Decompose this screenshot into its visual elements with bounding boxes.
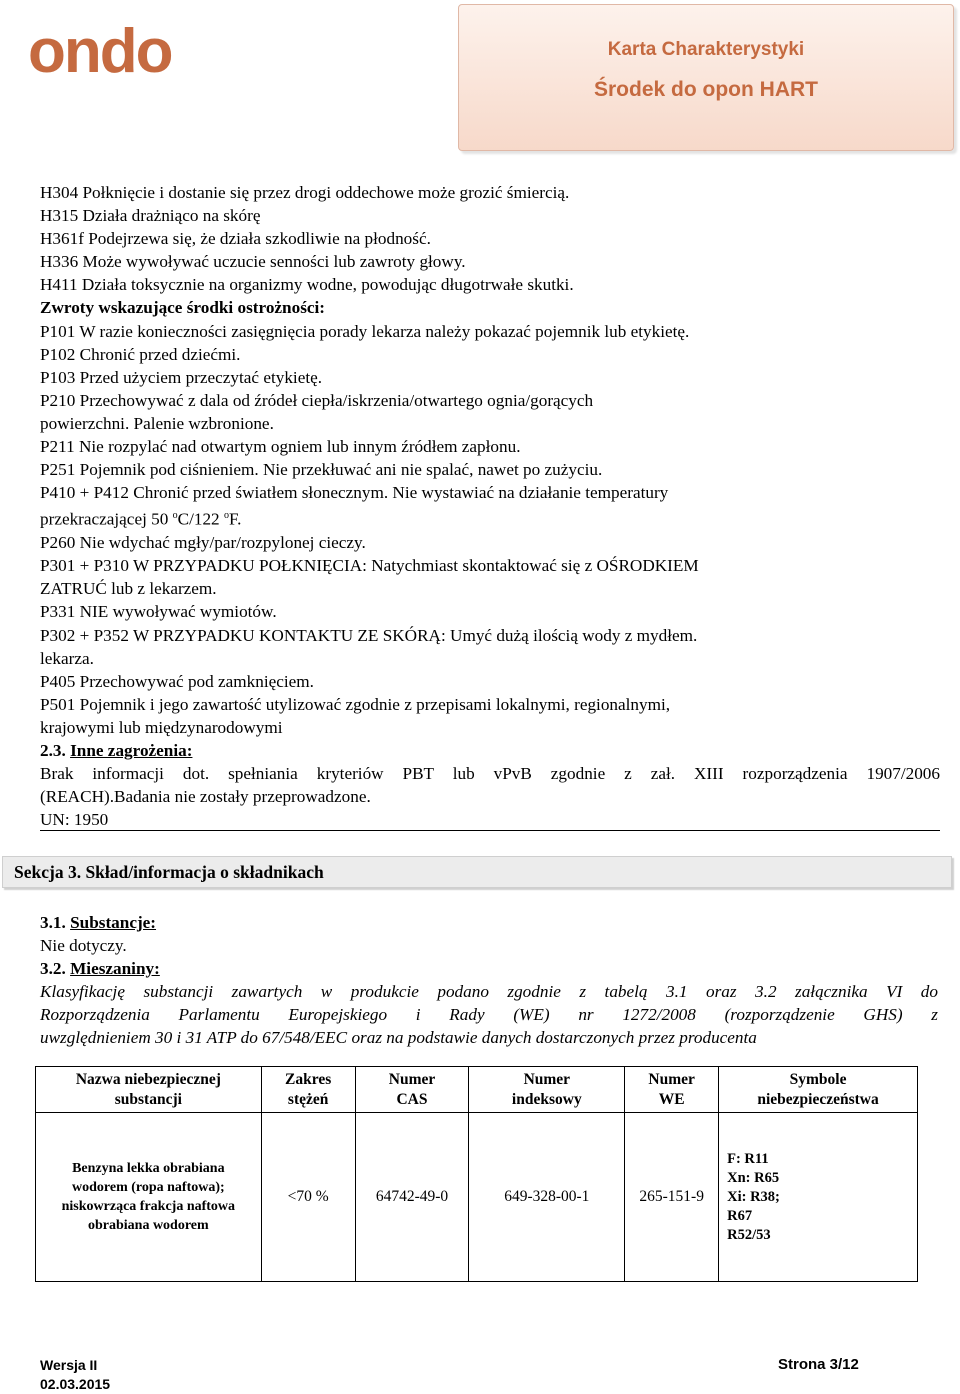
column-header: Numer indeksowy [469,1067,625,1113]
section-3-content [40,911,938,1049]
column-header: Numer WE [625,1067,719,1113]
mixtures-text: uwzględnieniem 30 i 31 ATP do 67/548/EEC oraz na podstawie danych dostarczonych przez producenta [40,1028,757,1047]
subsection-3-2-heading: 3.2. Mieszaniny: [40,959,160,978]
precaution-statement: P102 Chronić przed dziećmi. [40,344,241,364]
precaution-statement: P251 Pojemnik pod ciśnieniem. Nie przekłuwać ani nie spalać, nawet po zużyciu. [40,460,603,480]
precaution-statement: P331 NIE wywoływać wymiotów. [40,602,277,622]
ondo-logo [28,14,208,89]
temperature-line: przekraczającej 50 $^o$C/122 $^o$F. [40,510,242,530]
section-3-header [2,856,952,888]
precaution-statement: P301 + P310 W PRZYPADKU POŁKNIĘCIA: Natychmiast skontaktować się z OŚRODKIEM [40,556,699,576]
mixtures-text: Rozporządzenia Parlamentu Europejskiego i Rady (WE) nr 1272/2008 (rozporządzenie GHS) z [40,1005,938,1024]
cas-number-cell: 64742-49-0 [355,1113,469,1282]
index-number-cell: 649-328-00-1 [469,1113,625,1282]
precaution-statement: P501 Pojemnik i jego zawartość utylizować zgodnie z przepisami lokalnymi, regionalnymi, [40,694,671,714]
table-header-row [36,1067,918,1113]
mixtures-text: Klasyfikację substancji zawartych w produkcie podano zgodnie z tabelą 3.1 oraz 3.2 załącznika VI do [40,982,938,1001]
page-number: Strona 3/12 [778,1356,859,1373]
hazard-statement: H336 Może wywoływać uczucie senności lub zawroty głowy. [40,252,466,272]
hazard-symbols-cell: F: R11 Xn: R65 Xi: R38; R67 R52/53 [719,1113,918,1282]
precaution-statement: P210 Przechowywać z dala od źródeł ciepła/iskrzenia/otwartego ognia/gorących [40,390,594,410]
footer-version [40,1356,110,1394]
column-header: Numer CAS [355,1067,469,1113]
precaution-statement: P211 Nie rozpylać nad otwartym ogniem lub innym źródłem zapłonu. [40,437,521,457]
precaution-statement: ZATRUĆ lub z lekarzem. [40,579,217,599]
table-row [36,1113,918,1282]
precaution-statement: P260 Nie wdychać mgły/par/rozpylonej cieczy. [40,533,366,553]
precaution-statement: P405 Przechowywać pod zamknięciem. [40,671,314,691]
section-3-title: Sekcja 3. Skład/informacja o składnikach [14,862,324,882]
precaution-statement: P410 + P412 Chronić przed światłem słonecznym. Nie wystawiać na działanie temperatury [40,483,669,503]
version-date: 02.03.2015 [40,1376,111,1392]
subsection-3-1-heading: 3.1. Substancje: [40,913,157,932]
precaution-statement: P101 W razie konieczności zasięgnięcia porady lekarza należy pokazać pojemnik lub etykietę. [40,321,690,341]
subsection-2-3-heading: 2.3. Inne zagrożenia: [40,740,193,760]
hazard-statement: H304 Połknięcie i dostanie się przez drogi oddechowe może grozić śmiercią. [40,183,570,202]
document-type: Karta Charakterystyki [607,39,805,60]
precaution-heading: Zwroty wskazujące środki ostrożności: [40,298,326,318]
column-header: Zakres stężeń [261,1067,355,1113]
concentration-cell: <70 % [261,1113,355,1282]
un-number: UN: 1950 [40,810,109,830]
section-2-content [40,181,940,831]
version-label: Wersja II [40,1357,98,1373]
hazard-statement: H315 Działa drażniąco na skórę [40,206,261,226]
document-header [458,4,954,151]
section-divider [40,830,940,831]
substance-name-cell: Benzyna lekka obrabiana wodorem (ropa naftowa); niskowrząca frakcja naftowa obrabiana wodorem [36,1113,262,1282]
column-header: Symbole niebezpieczeństwa [719,1067,918,1113]
hazard-statement: H411 Działa toksycznie na organizmy wodne, powodując długotrwałe skutki. [40,275,574,295]
product-name: Środek do opon HART [594,78,818,101]
precaution-statement: lekarza. [40,648,94,668]
logo-text: ondo [28,17,172,84]
precaution-statement: P302 + P352 W PRZYPADKU KONTAKTU ZE SKÓRĄ: Umyć dużą ilością wody z mydłem. [40,625,698,645]
components-table [35,1066,918,1282]
hazard-statement: H361f Podejrzewa się, że działa szkodliwie na płodność. [40,229,431,249]
precaution-statement: krajowymi lub międzynarodowymi [40,717,283,737]
we-number-cell: 265-151-9 [625,1113,719,1282]
precaution-statement: P103 Przed użyciem przeczytać etykietę. [40,367,323,387]
substances-text: Nie dotyczy. [40,936,127,955]
precaution-statement: powierzchni. Palenie wzbronione. [40,413,274,433]
column-header: Nazwa niebezpiecznej substancji [36,1067,262,1113]
other-hazards-line: Brak informacji dot. spełniania kryteriów PBT lub vPvB zgodnie z zał. XIII rozporządzenia 1907/2006 [40,764,940,784]
other-hazards-line: (REACH).Badania nie zostały przeprowadzone. [40,787,371,807]
